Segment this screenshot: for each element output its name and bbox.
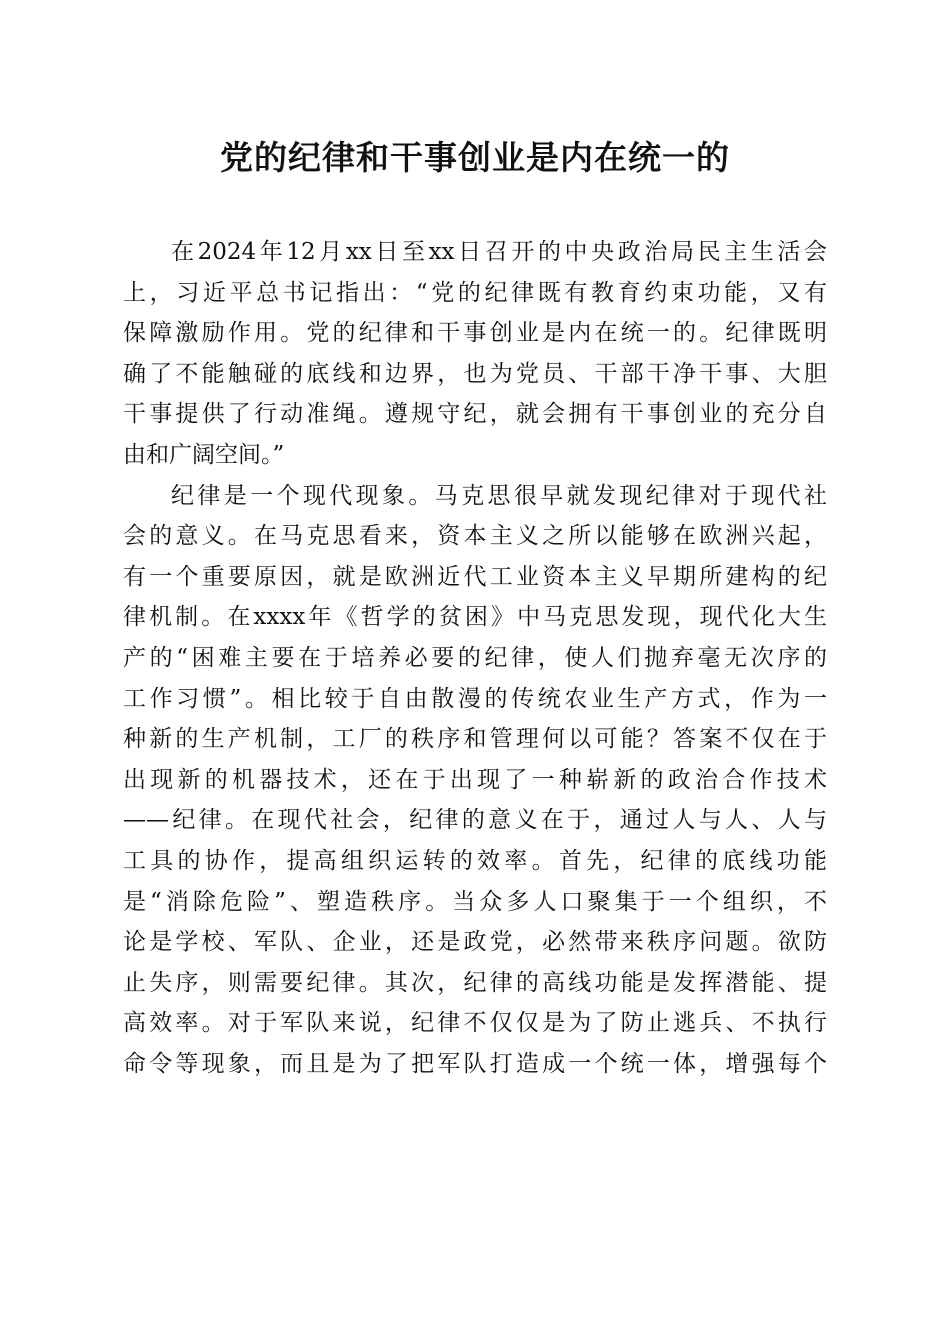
document-body [123, 232, 827, 1084]
body-line: 保障激励作用。党的纪律和干事创业是内在统一的。纪律既明 [123, 320, 827, 347]
body-line: 工具的协作，提高组织运转的效率。首先，纪律的底线功能 [123, 847, 827, 874]
body-line: 有一个重要原因，就是欧洲近代工业资本主义早期所建构的纪 [123, 563, 827, 590]
body-line: 上，习近平总书记指出：“党的纪律既有教育约束功能，又有 [123, 279, 827, 306]
body-line: 在2024年12月xx日至xx日召开的中央政治局民主生活会 [171, 239, 827, 265]
body-line: 干事提供了行动准绳。遵规守纪，就会拥有干事创业的充分自 [123, 401, 827, 428]
body-line: 纪律是一个现代现象。马克思很早就发现纪律对于现代社 [171, 482, 827, 509]
body-line: 律机制。在xxxx年《哲学的贫困》中马克思发现，现代化大生 [123, 604, 827, 631]
body-line: 高效率。对于军队来说，纪律不仅仅是为了防止逃兵、不执行 [123, 1010, 827, 1037]
body-line: 命令等现象，而且是为了把军队打造成一个统一体，增强每个 [123, 1050, 827, 1077]
body-line: 止失序，则需要纪律。其次，纪律的高线功能是发挥潜能、提 [123, 969, 827, 996]
body-line: 出现新的机器技术，还在于出现了一种崭新的政治合作技术 [123, 766, 827, 793]
body-line: 是“消除危险”、塑造秩序。当众多人口聚集于一个组织，不 [123, 888, 827, 915]
body-line: 产的“困难主要在于培养必要的纪律，使人们抛弃毫无次序的 [123, 644, 827, 671]
body-line: 论是学校、军队、企业，还是政党，必然带来秩序问题。欲防 [123, 929, 827, 956]
body-line: 工作习惯”。相比较于自由散漫的传统农业生产方式，作为一 [123, 685, 827, 712]
body-line: ——纪律。在现代社会，纪律的意义在于，通过人与人、人与 [123, 807, 827, 834]
document-title: 党的纪律和干事创业是内在统一的 [220, 138, 730, 177]
body-line: 会的意义。在马克思看来，资本主义之所以能够在欧洲兴起， [123, 523, 827, 550]
body-line: 种新的生产机制，工厂的秩序和管理何以可能？答案不仅在于 [123, 726, 827, 753]
body-line: 确了不能触碰的底线和边界，也为党员、干部干净干事、大胆 [123, 360, 827, 387]
body-line: 由和广阔空间。” [123, 441, 285, 468]
